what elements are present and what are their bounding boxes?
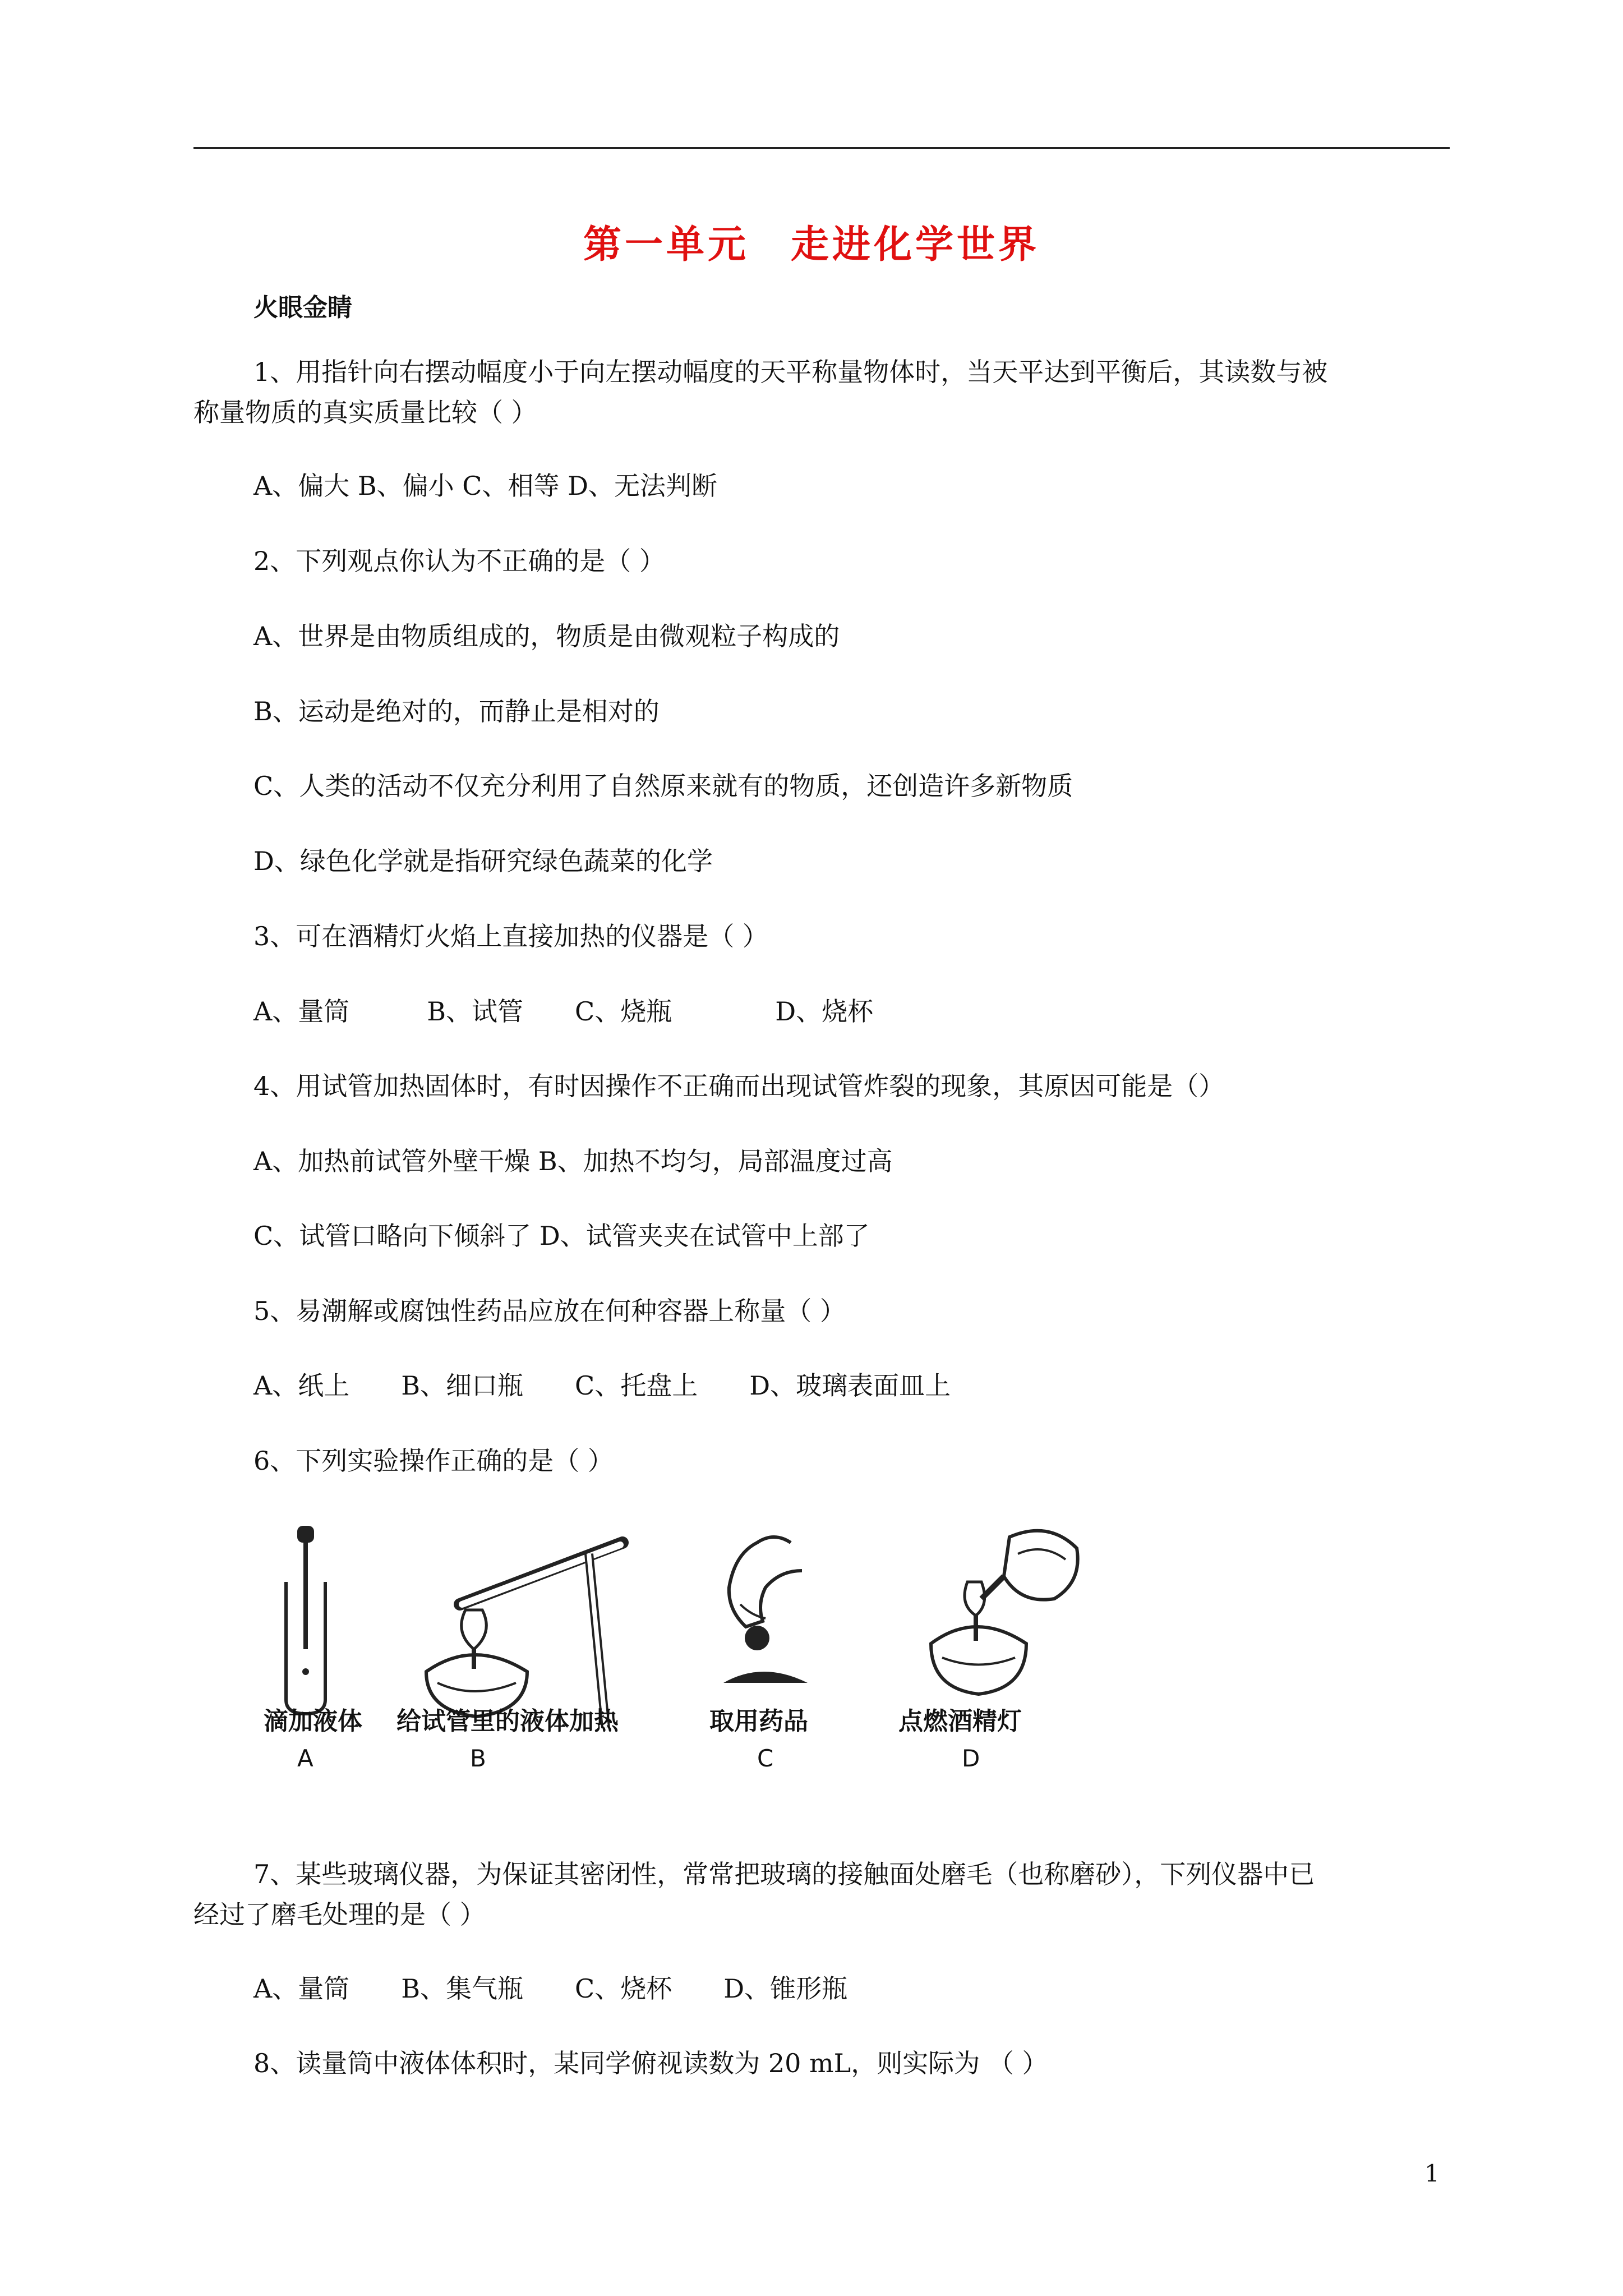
taking-chemicals-illustration (712, 1520, 813, 1700)
section-heading: 火眼金睛 (253, 293, 352, 322)
question-1-line-2: 称量物质的真实质量比较（ ） (193, 397, 537, 427)
question-7-line-2: 经过了磨毛处理的是（ ） (193, 1899, 486, 1930)
question-2-option-a: A、世界是由物质组成的，物质是由微观粒子构成的 (253, 621, 840, 651)
dropper-tube-illustration (275, 1520, 342, 1722)
lighting-lamp-illustration (920, 1520, 1088, 1705)
question-7-line-1: 7、某些玻璃仪器，为保证其密闭性，常常把玻璃的接触面处磨毛（也称磨砂），下列仪器中已 (253, 1859, 1315, 1889)
question-4: 4、用试管加热固体时，有时因操作不正确而出现试管炸裂的现象，其原因可能是（） (253, 1071, 1225, 1101)
question-5-options: A、纸上 B、细口瓶 C、托盘上 D、玻璃表面皿上 (253, 1370, 951, 1401)
figure-letter-c: C (757, 1745, 774, 1772)
page-title: 第一单元 走进化学世界 (583, 223, 1040, 267)
question-3: 3、可在酒精灯火焰上直接加热的仪器是（ ） (253, 921, 768, 951)
figure-letter-b: B (470, 1745, 486, 1772)
question-1-options: A、偏大 B、偏小 C、相等 D、无法判断 (253, 471, 717, 501)
question-2-option-d: D、绿色化学就是指研究绿色蔬菜的化学 (253, 846, 713, 876)
figure-letter-d: D (962, 1745, 980, 1772)
question-4-options-cd: C、试管口略向下倾斜了 D、试管夹夹在试管中上部了 (253, 1221, 870, 1251)
question-2-option-c: C、人类的活动不仅充分利用了自然原来就有的物质，还创造许多新物质 (253, 771, 1073, 801)
figure-label-b: 给试管里的液体加热 (396, 1707, 619, 1736)
figure-label-d: 点燃酒精灯 (898, 1707, 1022, 1736)
figure-label-a: 滴加液体 (264, 1707, 362, 1736)
page-number: 1 (1424, 2160, 1440, 2187)
question-4-options-ab: A、加热前试管外壁干燥 B、加热不均匀，局部温度过高 (253, 1146, 893, 1176)
question-1-line-1: 1、用指针向右摆动幅度小于向左摆动幅度的天平称量物体时，当天平达到平衡后，其读数与被 (253, 357, 1328, 387)
figure-label-c: 取用药品 (709, 1707, 808, 1736)
figure-letter-a: A (297, 1745, 313, 1772)
question-3-options: A、量筒 B、试管 C、烧瓶 D、烧杯 (253, 996, 874, 1027)
question-8: 8、读量筒中液体体积时，某同学俯视读数为 20 mL，则实际为 （ ） (253, 2048, 1048, 2078)
question-6: 6、下列实验操作正确的是（ ） (253, 1446, 614, 1476)
question-6-figure (264, 1520, 1088, 1795)
question-2: 2、下列观点你认为不正确的是（ ） (253, 546, 665, 576)
question-2-option-b: B、运动是绝对的，而静止是相对的 (253, 696, 660, 726)
question-7-options: A、量筒 B、集气瓶 C、烧杯 D、锥形瓶 (253, 1973, 848, 2004)
header-rule (193, 147, 1450, 149)
question-5: 5、易潮解或腐蚀性药品应放在何种容器上称量（ ） (253, 1296, 846, 1326)
